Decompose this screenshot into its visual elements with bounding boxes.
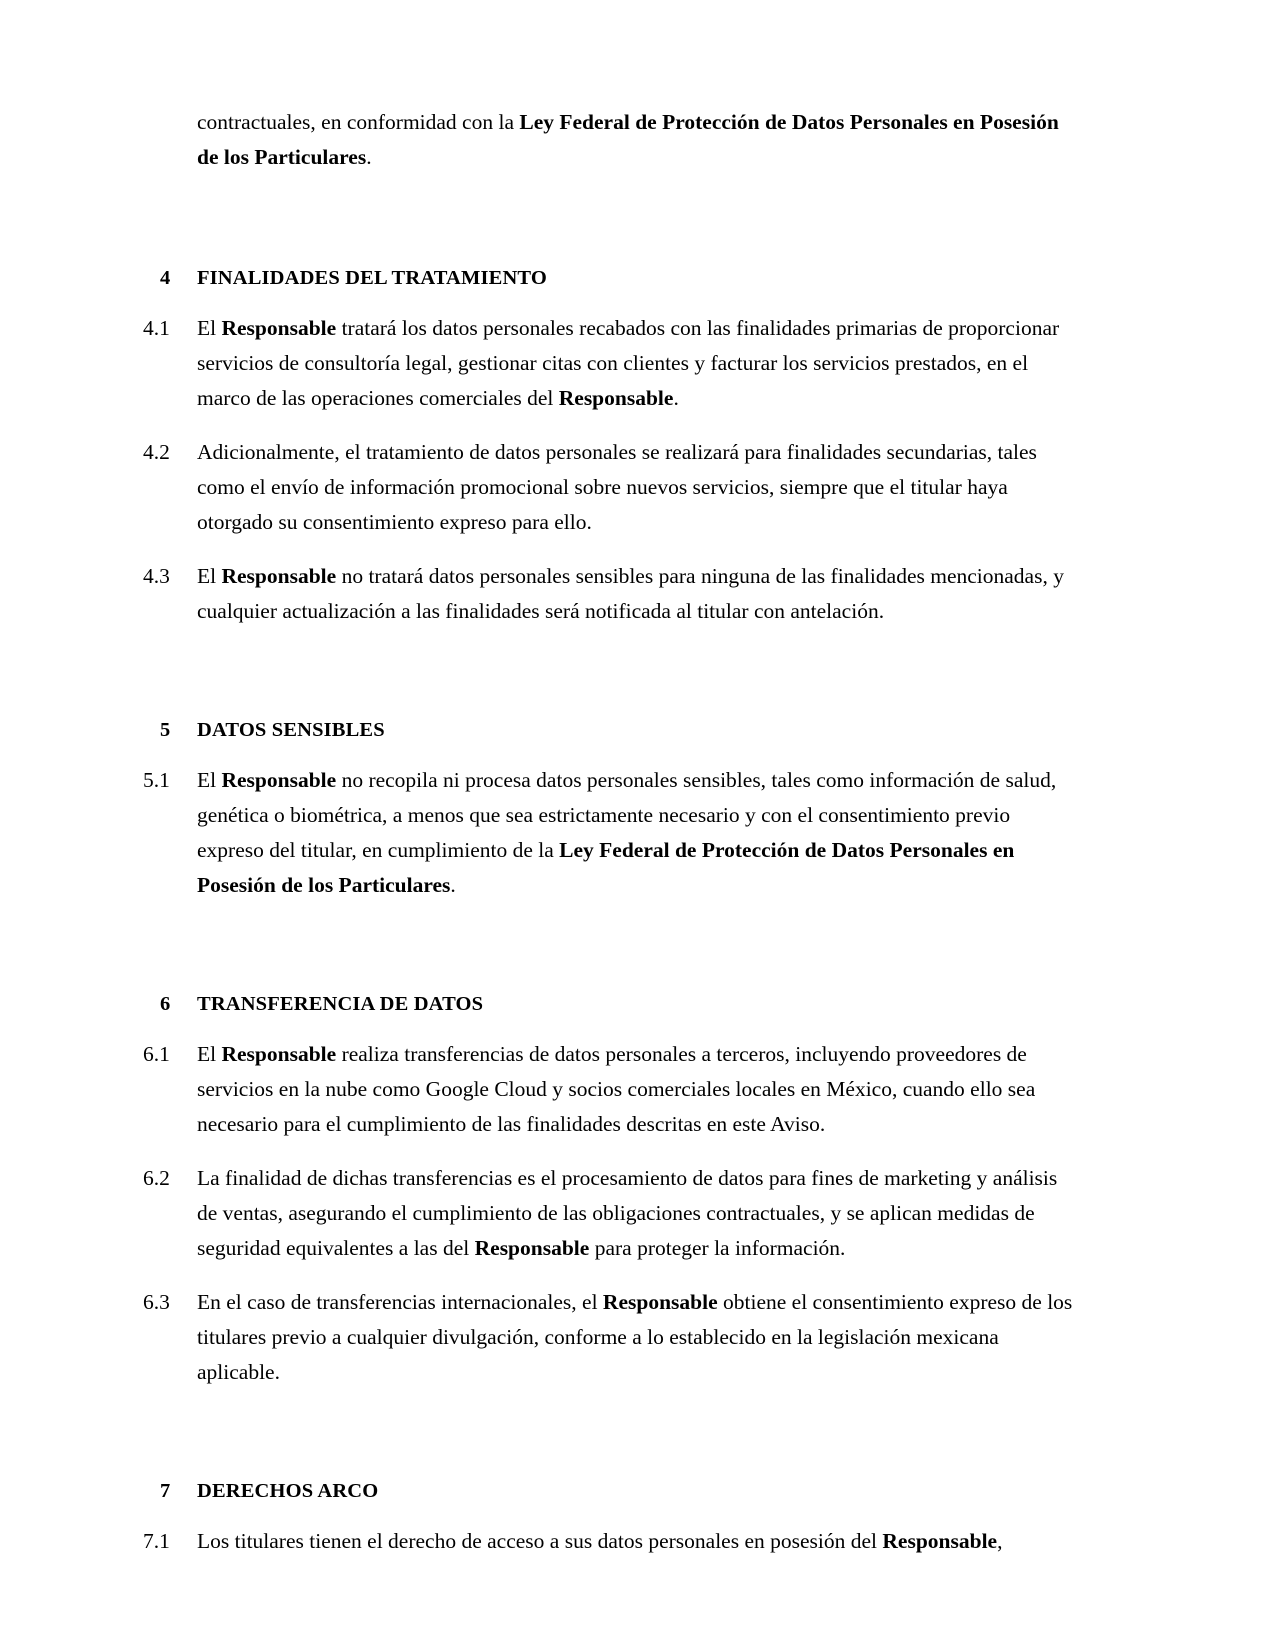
section-heading: [143, 987, 1080, 1021]
numbered-paragraph: [143, 559, 1080, 629]
paragraph-text: [197, 1285, 1080, 1390]
paragraph-text: [197, 435, 1080, 540]
numbered-paragraph: [143, 1285, 1080, 1390]
section-heading: [143, 261, 1080, 295]
heading-spacer: [143, 1021, 1080, 1037]
section-number: 6: [160, 993, 171, 1015]
section-number: 7: [160, 1480, 171, 1502]
sections-container: [143, 261, 1080, 1559]
body-text: .: [450, 873, 456, 897]
paragraph-text: [197, 559, 1080, 629]
numbered-paragraph: [143, 763, 1080, 903]
section-spacer: [143, 903, 1080, 987]
body-text: En el caso de transferencias internacionales, el: [197, 1290, 603, 1314]
paragraph-text: [197, 763, 1080, 903]
section-title: FINALIDADES DEL TRATAMIENTO: [197, 267, 547, 289]
heading-spacer: [143, 295, 1080, 311]
section-title: DATOS SENSIBLES: [197, 719, 385, 741]
emphasis-text: Responsable: [558, 386, 674, 410]
paragraph-number: 6.1: [143, 1042, 170, 1066]
numbered-paragraph: [143, 435, 1080, 540]
paragraph-spacer: [143, 540, 1080, 559]
numbered-paragraph: [143, 1037, 1080, 1142]
paragraph-number: 4.1: [143, 316, 170, 340]
section-number: 5: [160, 719, 171, 741]
paragraph-text: [197, 1037, 1080, 1142]
body-text: ,: [997, 1529, 1003, 1553]
body-text: no recopila ni procesa datos personales sensibles, tales como información de salud, genética o biométrica, a menos que sea estrictamente necesario y con el consentimiento previo expreso del titular, en cumplimiento de la: [197, 768, 1057, 862]
paragraph-number: 4.3: [143, 564, 170, 588]
body-text: El: [197, 564, 222, 588]
paragraph-spacer: [143, 416, 1080, 435]
body-text: no tratará datos personales sensibles para ninguna de las finalidades mencionadas, y cualquier actualización a las finalidades será notificada al titular con antelación.: [197, 564, 1064, 623]
section-spacer: [143, 175, 1080, 261]
paragraph-number: 7.1: [143, 1529, 170, 1553]
numbered-paragraph: [143, 311, 1080, 416]
emphasis-text: Responsable: [474, 1236, 590, 1260]
heading-spacer: [143, 747, 1080, 763]
emphasis-text: Responsable: [221, 564, 337, 588]
emphasis-text: Ley Federal de Protección de Datos Personales en Posesión de los Particulares: [197, 110, 1059, 169]
paragraph-number: 5.1: [143, 768, 170, 792]
section-spacer: [143, 629, 1080, 713]
continuation-paragraph: [197, 105, 1080, 175]
body-text: El: [197, 1042, 222, 1066]
body-text: contractuales, en conformidad con la: [197, 110, 520, 134]
paragraph-spacer: [143, 1266, 1080, 1285]
emphasis-text: Responsable: [221, 1042, 337, 1066]
section-spacer: [143, 1390, 1080, 1474]
body-text: El: [197, 316, 222, 340]
body-text: obtiene el consentimiento expreso de los titulares previo a cualquier divulgación, conforme a lo establecido en la legislación mexicana aplicable.: [197, 1290, 1073, 1384]
section-heading: [143, 713, 1080, 747]
body-text: realiza transferencias de datos personales a terceros, incluyendo proveedores de servicios en la nube como Google Cloud y socios comerciales locales en México, cuando ello sea necesario para el cumplimiento de las finalidades descritas en este Aviso.: [197, 1042, 1036, 1136]
section-heading: [143, 1474, 1080, 1508]
emphasis-text: Responsable: [602, 1290, 718, 1314]
paragraph-text: [197, 311, 1080, 416]
body-text: tratará los datos personales recabados con las finalidades primarias de proporcionar servicios de consultoría legal, gestionar citas con clientes y facturar los servicios prestados, en el marco de las operaciones comerciales del: [197, 316, 1060, 410]
paragraph-number: 6.2: [143, 1166, 170, 1190]
body-text: .: [673, 386, 679, 410]
emphasis-text: Responsable: [882, 1529, 998, 1553]
numbered-paragraph: [143, 1161, 1080, 1266]
paragraph-number: 4.2: [143, 440, 170, 464]
body-text: El: [197, 768, 222, 792]
body-text: La finalidad de dichas transferencias es el procesamiento de datos para fines de marketing y análisis de ventas, asegurando el cumplimiento de las obligaciones contractuales, y se aplican medidas de seguridad equivalentes a las del: [197, 1166, 1058, 1260]
body-text: Adicionalmente, el tratamiento de datos personales se realizará para finalidades secundarias, tales como el envío de información promocional sobre nuevos servicios, siempre que el titular haya otorgado su consentimiento expreso para ello.: [197, 440, 1037, 534]
paragraph-text: [197, 1524, 1080, 1559]
heading-spacer: [143, 1508, 1080, 1524]
emphasis-text: Responsable: [221, 768, 337, 792]
paragraph-spacer: [143, 1142, 1080, 1161]
section-title: TRANSFERENCIA DE DATOS: [197, 993, 484, 1015]
numbered-paragraph: [143, 1524, 1080, 1559]
paragraph-number: 6.3: [143, 1290, 170, 1314]
emphasis-text: Responsable: [221, 316, 337, 340]
body-text: Los titulares tienen el derecho de acceso a sus datos personales en posesión del: [197, 1529, 883, 1553]
emphasis-text: Ley Federal de Protección de Datos Personales en Posesión de los Particulares: [197, 838, 1015, 897]
section-number: 4: [160, 267, 171, 289]
paragraph-text: [197, 1161, 1080, 1266]
body-text: para proteger la información.: [589, 1236, 846, 1260]
section-title: DERECHOS ARCO: [197, 1480, 379, 1502]
body-text: .: [366, 145, 372, 169]
